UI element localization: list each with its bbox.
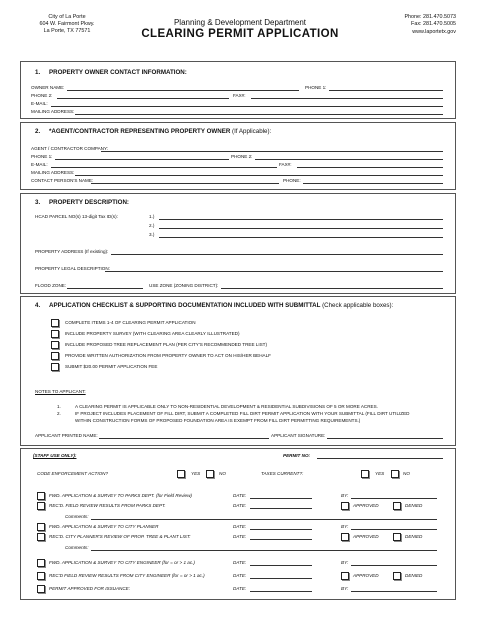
row2-label: REC'D. FIELD REVIEW RESULTS FROM PARKS DEPT. xyxy=(49,503,166,508)
note-2-line2: WITHIN CONSTRUCTION FORMS OF PROPOSED FOUNDATION AREA IS EXEMPT FROM FILL DIRT PERMITTING REQUIREMENTS.) xyxy=(75,418,361,423)
staff-heading: (STAFF USE ONLY): xyxy=(33,453,77,458)
taxes-no-label: NO xyxy=(403,471,410,476)
owner-fax-label: FAX#: xyxy=(233,93,246,98)
row5-by-field[interactable] xyxy=(351,565,437,566)
row7-checkbox[interactable] xyxy=(37,585,45,593)
signature-label: APPLICANT SIGNATURE: xyxy=(271,433,326,438)
agent-phone2-field[interactable] xyxy=(255,159,443,160)
code-enforcement-label: CODE ENFORCEMENT ACTION? xyxy=(37,471,109,476)
hcad-item-2: 2.) xyxy=(149,223,155,228)
row4-date-field[interactable] xyxy=(250,539,312,540)
row4-denied-checkbox[interactable] xyxy=(393,533,401,541)
row4-date-label: DATE: xyxy=(233,534,247,539)
row6-denied-label: DENIED xyxy=(405,573,423,578)
row6-label: REC'D FIELD REVIEW RESULTS FROM CITY ENGINEER (for = or > 1 ac.) xyxy=(49,573,205,578)
property-address-label: PROPERTY ADDRESS (If existing): xyxy=(35,249,109,254)
flood-zone-label: FLOOD ZONE: xyxy=(35,283,67,288)
section-property-owner xyxy=(20,61,456,119)
row2-comments-field[interactable] xyxy=(91,519,437,520)
row6-approved-checkbox[interactable] xyxy=(341,572,349,580)
checklist-checkbox-2[interactable] xyxy=(51,330,59,338)
hcad-item-1: 1.) xyxy=(149,214,155,219)
row6-approved-label: APPROVED xyxy=(353,573,379,578)
row6-date-label: DATE: xyxy=(233,573,247,578)
agent-email-field[interactable] xyxy=(51,167,277,168)
owner-mailing-label: MAILING ADDRESS: xyxy=(31,109,75,114)
department-name: Planning & Development Department xyxy=(173,18,307,27)
legal-description-label: PROPERTY LEGAL DESCRIPTION: xyxy=(35,266,110,271)
website[interactable]: www.laportetx.gov xyxy=(412,28,456,35)
hcad-field-3[interactable] xyxy=(159,237,443,238)
section-property-description xyxy=(20,193,456,294)
row4-comments-label: Comments: xyxy=(65,545,89,550)
taxes-yes-label: YES xyxy=(375,471,385,476)
row7-by-field[interactable] xyxy=(351,591,437,592)
row7-label: PERMIT APPROVED FOR ISSUANCE: xyxy=(49,586,130,591)
section1-title: 1. PROPERTY OWNER CONTACT INFORMATION: xyxy=(35,69,187,76)
row2-date-label: DATE: xyxy=(233,503,247,508)
flood-zone-field[interactable] xyxy=(67,288,143,289)
row5-date-label: DATE: xyxy=(233,560,247,565)
agent-mailing-label: MAILING ADDRESS: xyxy=(31,170,75,175)
contact-name-field[interactable] xyxy=(91,183,279,184)
section4-title: 4. APPLICATION CHECKLIST & SUPPORTING DOCUMENTATION INCLUDED WITH SUBMITTAL (Check applicable boxes): xyxy=(35,302,394,309)
fax-number: Fax: 281.470.5005 xyxy=(411,21,456,28)
row2-denied-checkbox[interactable] xyxy=(393,502,401,510)
checklist-checkbox-1[interactable] xyxy=(51,319,59,327)
checklist-item-1: COMPLETE ITEMS 1-4 OF CLEARING PERMIT APPLICATION xyxy=(65,320,196,325)
section2-title: 2. *AGENT/CONTRACTOR REPRESENTING PROPERTY OWNER (If Applicable): xyxy=(35,128,272,135)
row4-approved-label: APPROVED xyxy=(353,534,379,539)
section3-title: 3. PROPERTY DESCRIPTION: xyxy=(35,199,129,206)
owner-name-label: OWNER NAME: xyxy=(31,85,65,90)
row2-checkbox[interactable] xyxy=(37,502,45,510)
agent-company-field[interactable] xyxy=(101,151,443,152)
section-agent-contractor xyxy=(20,122,456,190)
owner-mailing-field[interactable] xyxy=(75,114,443,115)
row4-denied-label: DENIED xyxy=(405,534,423,539)
phone-number: Phone: 281.470.5073 xyxy=(404,14,456,20)
form-heading xyxy=(120,18,360,41)
row6-date-field[interactable] xyxy=(250,578,312,579)
contact-phone-label: PHONE: xyxy=(283,178,301,183)
agent-mailing-field[interactable] xyxy=(75,175,443,176)
property-address-field[interactable] xyxy=(111,254,443,255)
section-staff-use xyxy=(20,448,456,600)
row2-approved-label: APPROVED xyxy=(353,503,379,508)
row7-by-label: BY: xyxy=(341,586,349,591)
checklist-checkbox-3[interactable] xyxy=(51,341,59,349)
section-checklist xyxy=(20,296,456,446)
row1-date-field[interactable] xyxy=(250,498,312,499)
row1-date-label: DATE: xyxy=(233,493,247,498)
checklist-item-2: INCLUDE PROPERTY SURVEY (WITH CLEARING AREA CLEARLY ILLUSTRATED) xyxy=(65,331,240,336)
contact-name-label: CONTACT PERSON'S NAME: xyxy=(31,178,94,183)
note-2-line1: IF PROJECT INCLUDES PLACEMENT OF FILL DIRT, SUBMIT A COMPLETED FILL DIRT PERMIT APPLICATION WITH YOUR SUBMITTAL (FILL DIRT UTILIZED xyxy=(75,411,410,416)
city-name: City of La Porte xyxy=(48,14,86,20)
agent-phone2-label: PHONE 2: xyxy=(231,154,253,159)
row4-checkbox[interactable] xyxy=(37,533,45,541)
row3-by-label: BY: xyxy=(341,524,349,529)
code-enforcement-no-label: NO xyxy=(219,471,226,476)
agent-fax-label: FAX#: xyxy=(279,162,292,167)
agent-email-label: E-MAIL: xyxy=(31,162,48,167)
agent-phone1-label: PHONE 1: xyxy=(31,154,53,159)
row1-by-field[interactable] xyxy=(351,498,437,499)
checklist-item-4: PROVIDE WRITTEN AUTHORIZATION FROM PROPERTY OWNER TO ACT ON HIS/HER BEHALF xyxy=(65,353,271,358)
hcad-field-1[interactable] xyxy=(159,219,443,220)
agent-company-label: AGENT / CONTRACTOR COMPANY: xyxy=(31,146,109,151)
permit-no-field[interactable] xyxy=(317,458,443,459)
owner-email-field[interactable] xyxy=(51,106,443,107)
hcad-label: HCAD PARCEL NO(s) 13-digit Tax ID(s): xyxy=(35,214,118,219)
use-zone-label: USE ZONE (ZONING DISTRICT): xyxy=(149,283,219,288)
owner-phone1-label: PHONE 1: xyxy=(305,85,327,90)
code-enforcement-yes-label: YES xyxy=(191,471,201,476)
row5-by-label: BY: xyxy=(341,560,349,565)
printed-name-field[interactable] xyxy=(99,438,269,439)
owner-phone1-field[interactable] xyxy=(329,90,443,91)
use-zone-field[interactable] xyxy=(221,288,443,289)
form-title: CLEARING PERMIT APPLICATION xyxy=(141,28,339,41)
owner-phone2-field[interactable] xyxy=(57,98,229,99)
contact-phone-field[interactable] xyxy=(303,183,443,184)
city-address-line2: La Porte, TX 77571 xyxy=(43,27,91,34)
legal-description-field[interactable] xyxy=(105,271,443,272)
code-enforcement-no-checkbox[interactable] xyxy=(206,470,214,478)
row4-approved-checkbox[interactable] xyxy=(341,533,349,541)
checklist-checkbox-5[interactable] xyxy=(51,363,59,371)
note-1: A CLEARING PERMIT IS APPLICABLE ONLY TO NON-RESIDENTIAL DEVELOPMENT & RESIDENTIAL SUBDIVISIONS OF 5 OR MORE ACRES. xyxy=(75,404,378,409)
row5-checkbox[interactable] xyxy=(37,559,45,567)
row2-denied-label: DENIED xyxy=(405,503,423,508)
note-1-number: 1. xyxy=(57,404,61,409)
checklist-item-3: INCLUDE PROPOSED TREE REPLACEMENT PLAN (PER CITY'S RECOMMENDED TREE LIST) xyxy=(65,342,268,347)
owner-email-label: E-MAIL: xyxy=(31,101,48,106)
signature-field[interactable] xyxy=(327,438,443,439)
row3-checkbox[interactable] xyxy=(37,523,45,531)
row2-date-field[interactable] xyxy=(250,508,312,509)
note-2-number: 2. xyxy=(57,411,61,416)
city-address-line1: 604 W. Fairmont Pkwy. xyxy=(39,20,95,27)
row4-comments-field[interactable] xyxy=(91,550,437,551)
row2-comments-label: Comments: xyxy=(65,514,89,519)
row5-date-field[interactable] xyxy=(250,565,312,566)
checklist-item-5: SUBMIT $20.00 PERMIT APPLICATION FEE xyxy=(65,364,158,369)
row3-by-field[interactable] xyxy=(351,529,437,530)
row7-date-label: DATE: xyxy=(233,586,247,591)
notes-heading: NOTES TO APPLICANT: xyxy=(35,389,86,394)
row6-denied-checkbox[interactable] xyxy=(393,572,401,580)
row3-date-label: DATE: xyxy=(233,524,247,529)
taxes-no-checkbox[interactable] xyxy=(391,470,399,478)
owner-phone2-label: PHONE 2: xyxy=(31,93,53,98)
row1-label: FWD. APPLICATION & SURVEY TO PARKS DEPT. (for Field Review) xyxy=(49,493,192,498)
row6-checkbox[interactable] xyxy=(37,572,45,580)
row2-approved-checkbox[interactable] xyxy=(341,502,349,510)
agent-phone1-field[interactable] xyxy=(55,159,229,160)
row5-label: FWD. APPLICATION & SURVEY TO CITY ENGINEER (for = or > 1 ac.) xyxy=(49,560,195,565)
hcad-field-2[interactable] xyxy=(159,228,443,229)
agent-fax-field[interactable] xyxy=(297,167,443,168)
row1-by-label: BY: xyxy=(341,493,349,498)
taxes-yes-checkbox[interactable] xyxy=(361,470,369,478)
owner-name-field[interactable] xyxy=(67,90,299,91)
contact-block xyxy=(362,14,456,36)
checklist-checkbox-4[interactable] xyxy=(51,352,59,360)
row1-checkbox[interactable] xyxy=(37,492,45,500)
city-address-block xyxy=(22,14,112,34)
code-enforcement-yes-checkbox[interactable] xyxy=(177,470,185,478)
taxes-current-label: TAXES CURRENT?: xyxy=(261,471,304,476)
printed-name-label: APPLICANT PRINTED NAME: xyxy=(35,433,98,438)
permit-no-label: PERMIT NO: xyxy=(283,453,311,458)
row3-label: FWD. APPLICATION & SURVEY TO CITY PLANNER xyxy=(49,524,159,529)
owner-fax-field[interactable] xyxy=(251,98,443,99)
hcad-item-3: 3.) xyxy=(149,232,155,237)
row7-date-field[interactable] xyxy=(250,591,312,592)
row3-date-field[interactable] xyxy=(250,529,312,530)
row4-label: REC'D. CITY PLANNER'S REVIEW OF PROP. TREE & PLANT LIST: xyxy=(49,534,191,539)
